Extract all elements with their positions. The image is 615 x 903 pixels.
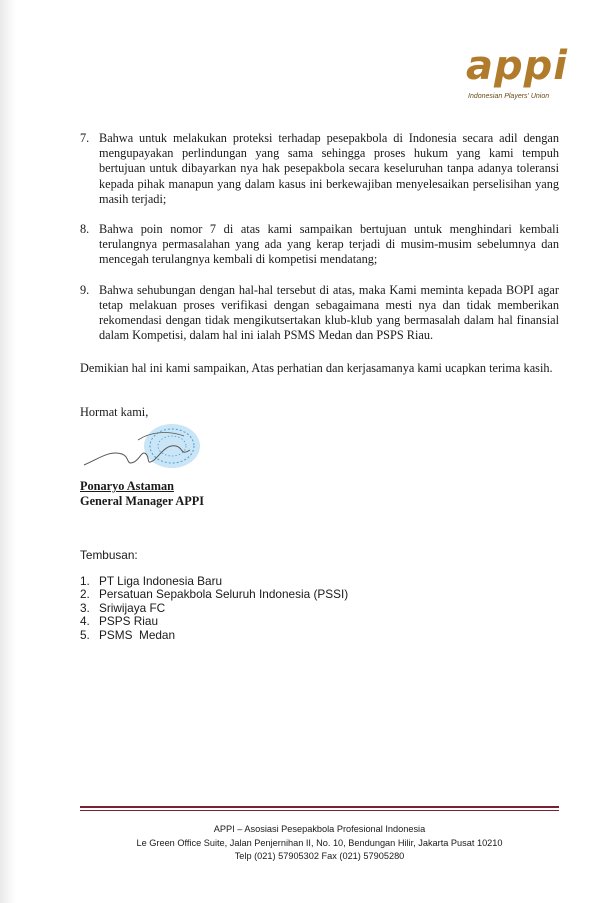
footer-divider-thin [80, 810, 559, 811]
list-item [80, 615, 348, 628]
cc-number: 3. [80, 600, 90, 615]
cc-recipient: PSPS Riau [99, 614, 159, 629]
page-edge-shadow [0, 0, 16, 903]
regards-text: Hormat kami, [80, 405, 149, 419]
logo-tagline: Indonesian Players' Union [468, 93, 550, 100]
list-item [80, 602, 348, 615]
letterhead-footer [80, 823, 559, 864]
item-text: Bahwa poin nomor 7 di atas kami sampaikan bertujuan untuk menghindari kembali terulangnya permasalahan yang ada yang kerap terjadi di musim-musim sebelumnya dan mencegah terulangnya kembali di kompetisi mendatang; [99, 222, 559, 267]
footer-organization: APPI – Asosiasi Pesepakbola Profesional Indonesia [213, 824, 426, 834]
cc-recipient: Persatuan Sepakbola Seluruh Indonesia (PSSI) [99, 587, 349, 602]
numbered-points [80, 131, 559, 358]
signer-name: Ponaryo Astaman [80, 479, 174, 493]
cc-number: 2. [80, 587, 90, 602]
cc-number: 1. [80, 574, 90, 588]
cc-number: 4. [80, 614, 90, 629]
cc-recipient: PT Liga Indonesia Baru [99, 574, 223, 588]
footer-divider [80, 806, 559, 808]
signer-title: General Manager APPI [80, 494, 205, 508]
item-text: Bahwa untuk melakukan proteksi terhadap pesepakbola di Indonesia secara adil dengan mengupayakan perlindungan yang sama sehingga proses hukum yang kami tempuh bertujuan untuk dibayarkan nya hak pesepakbola secara keseluruhan tanpa adanya toleransi kepada pihak manapun yang dalam kasus ini berkewajiban menyelesaikan perselisihan yang masih terjadi; [99, 131, 559, 206]
list-item [80, 131, 559, 207]
item-number: 7. [80, 131, 90, 145]
item-text: Bahwa sehubungan dengan hal-hal tersebut di atas, maka Kami meminta kepada BOPI agar tetap melakuan proses verifikasi dengan sebagaimana mesti nya dan tidak memberikan rekomendasi dengan tidak mengikutsertakan klub-klub yang bermasalah dalam hal finansial dalam Kompetisi, dalam hal ini ialah PSMS Medan dan PSPS Riau. [99, 282, 559, 343]
carbon-copy-list [80, 548, 348, 642]
logo-wordmark: appi [466, 43, 568, 89]
list-item [80, 283, 559, 344]
list-item [80, 222, 559, 268]
footer-address: Le Green Office Suite, Jalan Penjernihan II, No. 10, Bendungan Hilir, Jakarta Pusat 10210 [136, 837, 503, 848]
cc-number: 5. [80, 627, 90, 642]
signature-image [80, 410, 220, 480]
cc-recipient: PSMS Medan [99, 627, 176, 642]
closing-paragraph: Demikian hal ini kami sampaikan, Atas perhatian dan kerjasamanya kami ucapkan terima kasih. [80, 361, 553, 375]
footer-contact: Telp (021) 57905302 Fax (021) 57905280 [234, 851, 405, 861]
item-number: 9. [80, 282, 90, 297]
item-number: 8. [80, 222, 90, 237]
list-item [80, 629, 348, 642]
appi-logo [466, 43, 568, 102]
list-item [80, 575, 348, 588]
cc-recipient: Sriwijaya FC [99, 600, 166, 615]
cc-title: Tembusan: [80, 548, 138, 562]
list-item [80, 588, 348, 601]
